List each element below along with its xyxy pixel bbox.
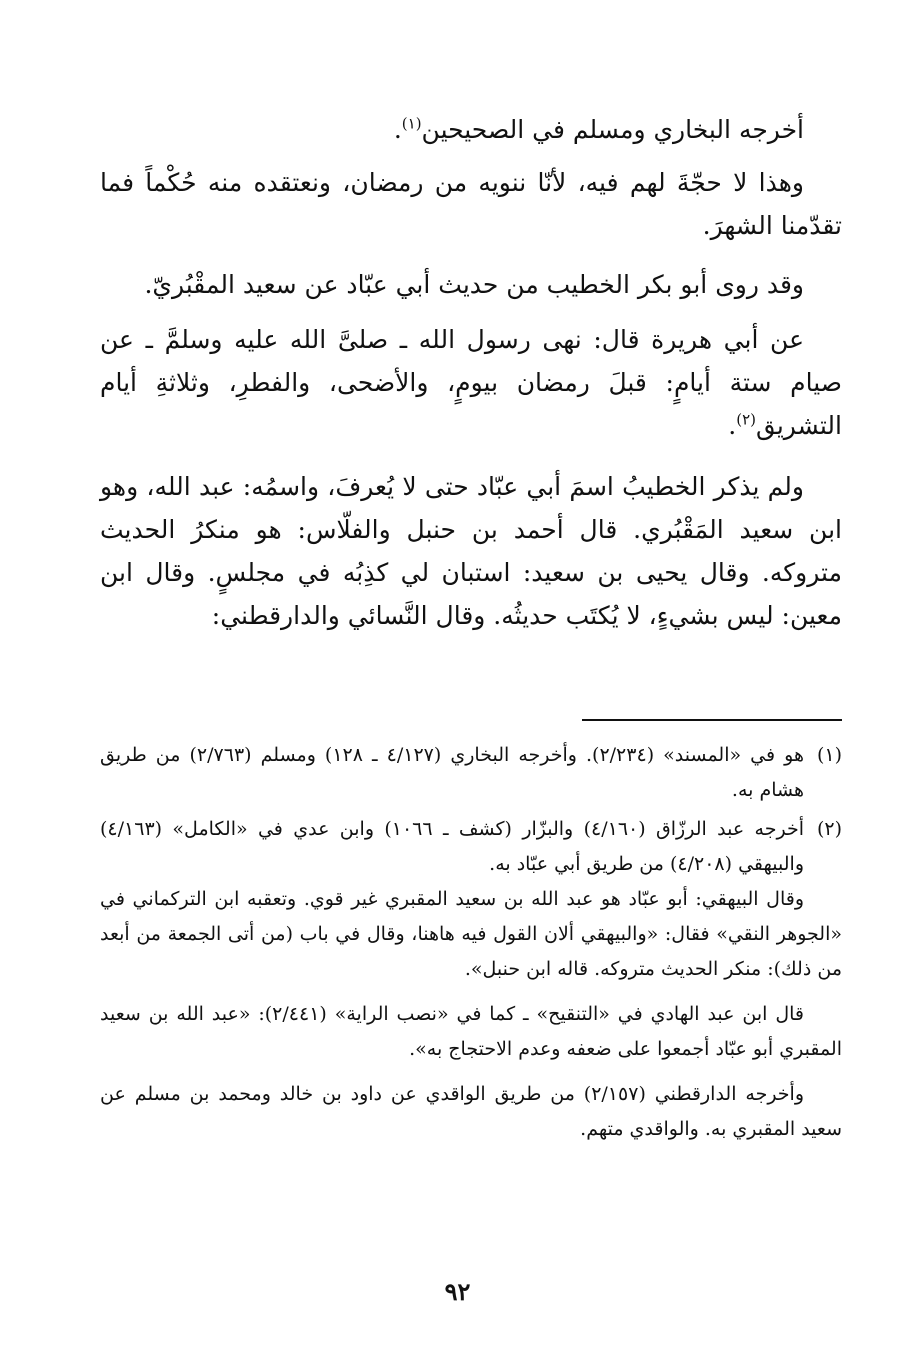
- footnote-2-text: أخرجه عبد الرزّاق (٤/١٦٠) والبزّار (كشف ـ ١٠٦٦) وابن عدي في «الكامل» (٤/١٦٣) والبيهقي (٤/٢٠٨) من طريق أبي عبّاد به.: [100, 818, 804, 875]
- paragraph-5: ولم يذكر الخطيبُ اسمَ أبي عبّاد حتى لا يُعرفَ، واسمُه: عبد الله، وهو ابن سعيد المَقْبُري. قال أحمد بن حنبل والفلّاس: هو منكرُ الحديث متروكه. وقال يحيى بن سعيد: استبان لي كذِبُه في مجلسٍ. وقال ابن معين: ليس بشيءٍ، لا يُكتَب حديثُه. وقال النَّسائي والدارقطني:: [100, 472, 842, 630]
- footnote-2-paragraph-3: قال ابن عبد الهادي في «التنقيح» ـ كما في «نصب الراية» (٢/٤٤١): «عبد الله بن سعيد المقبري أبو عبّاد أجمعوا على ضعفه وعدم الاحتجاج به».: [100, 1003, 842, 1060]
- footnotes: [100, 738, 842, 1147]
- footnote-1-number: (١): [816, 744, 842, 766]
- footnote-2-number: (٢): [816, 818, 842, 840]
- main-text: [100, 108, 842, 637]
- paragraph-1: أخرجه البخاري ومسلم في الصحيحين$^{(١)}$.: [393, 114, 804, 144]
- footnote-separator: [582, 719, 842, 721]
- page-number: ٩٢: [444, 1277, 471, 1306]
- footnote-ref-1[interactable]: (١): [401, 114, 422, 133]
- footnote-2: [100, 812, 842, 882]
- footnote-ref-2[interactable]: (٢): [736, 410, 756, 429]
- paragraph-1-text: أخرجه البخاري ومسلم في الصحيحين: [421, 115, 804, 144]
- paragraph-2: وهذا لا حجّةَ لهم فيه، لأنّا ننويه من رمضان، ونعتقده منه حُكْماً فما تقدّمنا الشهرَ.: [100, 168, 842, 240]
- hadith-text: عن أبي هريرة قال: نهى رسول الله ـ صلىَّ الله عليه وسلمَّ ـ عن صيام ستة أيامٍ: قبلَ رمضان بيومٍ، والأضحى، والفطرِ، وثلاثةِ أيام التشريق: [100, 325, 842, 440]
- footnote-2-paragraph-4: وأخرجه الدارقطني (٢/١٥٧) من طريق الواقدي عن داود بن خالد ومحمد بن مسلم عن سعيد المقبري به. والواقدي متهم.: [100, 1083, 842, 1140]
- hadith-paragraph: عن أبي هريرة قال: نهى رسول الله ـ صلىَّ الله عليه وسلمَّ ـ عن صيام ستة أيامٍ: قبلَ رمضان بيومٍ، والأضحى، والفطرِ، وثلاثةِ أيام التشريق$^{(٢)}$.: [100, 325, 842, 440]
- paragraph-3: وقد روى أبو بكر الخطيب من حديث أبي عبّاد عن سعيد المقْبُريّ.: [144, 270, 804, 299]
- footnote-2-paragraph-2: وقال البيهقي: أبو عبّاد هو عبد الله بن سعيد المقبري غير قوي. وتعقبه ابن التركماني في «الجوهر النقي» فقال: «والبيهقي ألان القول فيه هاهنا، وقال في باب (من أتى الجمعة من أبعد من ذلك): منكر الحديث متروكه. قاله ابن حنبل».: [100, 888, 842, 980]
- footnote-1-text: هو في «المسند» (٢/٢٣٤). وأخرجه البخاري (٤/١٢٧ ـ ١٢٨) ومسلم (٢/٧٦٣) من طريق هشام به.: [100, 744, 804, 801]
- footnote-1: [100, 738, 842, 808]
